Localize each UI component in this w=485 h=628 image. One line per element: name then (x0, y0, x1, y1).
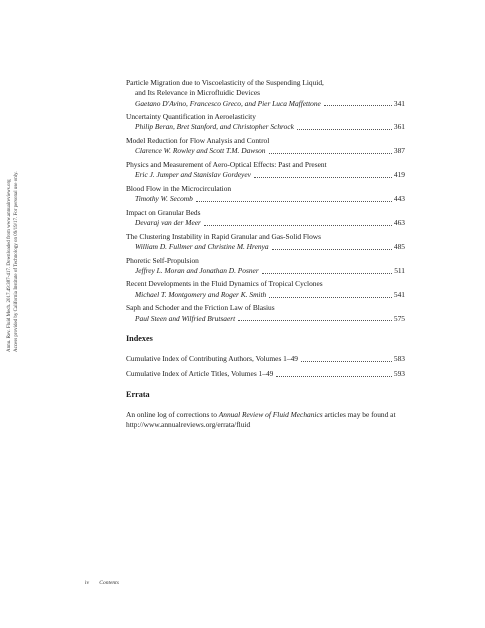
download-notice-line-1: Annu. Rev. Fluid Mech. 2017.49:387-417. Downloaded from www.annualreviews.org (7, 179, 12, 352)
article-page: 361 (393, 122, 405, 132)
article-authors-row (126, 170, 405, 180)
dot-leader (297, 122, 392, 130)
article-entry[interactable] (126, 160, 405, 181)
indexes-heading: Indexes (126, 333, 153, 343)
article-page: 463 (393, 218, 405, 228)
article-authors: William D. Fullmer and Christine M. Hrenya (135, 241, 269, 251)
index-page: 593 (393, 369, 405, 379)
article-page: 541 (393, 289, 405, 299)
errata-text (126, 410, 405, 432)
dot-leader (272, 242, 392, 250)
index-label: Cumulative Index of Article Titles, Volumes 1–49 (126, 369, 274, 379)
article-authors-row (126, 266, 405, 276)
index-entry[interactable] (126, 354, 405, 364)
article-entry[interactable] (126, 303, 405, 324)
article-authors-row (126, 146, 405, 156)
article-page: 419 (393, 170, 405, 180)
dot-leader (276, 369, 392, 377)
dot-leader (324, 99, 392, 107)
dot-leader (269, 146, 392, 154)
index-entry[interactable] (126, 369, 405, 379)
article-authors-row (126, 314, 405, 324)
article-entry[interactable] (126, 184, 405, 205)
article-authors: Philip Beran, Bret Stanford, and Christopher Schrock (135, 122, 294, 132)
article-authors-row (126, 99, 405, 109)
index-label: Cumulative Index of Contributing Authors, Volumes 1–49 (126, 353, 298, 363)
table-of-contents (126, 78, 405, 431)
dot-leader (204, 218, 392, 226)
article-title: Physics and Measurement of Aero-Optical Effects: Past and Present (126, 159, 327, 169)
article-entry[interactable] (126, 112, 405, 133)
download-notice (6, 171, 20, 352)
article-entry[interactable] (126, 78, 405, 109)
article-authors-row (126, 194, 405, 204)
article-title: Recent Developments in the Fluid Dynamics of Tropical Cyclones (126, 279, 323, 289)
article-title: The Clustering Instability in Rapid Granular and Gas-Solid Flows (126, 231, 322, 241)
footer-page-number: iv (85, 580, 90, 586)
article-title: Uncertainty Quantification in Aeroelasticity (126, 112, 256, 122)
article-authors: Gaetano D'Avino, Francesco Greco, and Pier Luca Maffettone (135, 98, 321, 108)
article-authors-row (126, 122, 405, 132)
index-page: 583 (393, 353, 405, 363)
article-page: 341 (393, 98, 405, 108)
dot-leader (301, 354, 392, 362)
article-title: and Its Relevance in Microfluidic Devices (135, 88, 260, 98)
dot-leader (196, 194, 392, 202)
article-authors: Clarence W. Rowley and Scott T.M. Dawson (135, 146, 266, 156)
article-title: Model Reduction for Flow Analysis and Control (126, 136, 270, 146)
dot-leader (238, 314, 392, 322)
article-authors: Eric J. Jumper and Stanislav Gordeyev (135, 170, 251, 180)
article-title: Blood Flow in the Microcirculation (126, 183, 232, 193)
download-notice-line-2: Access provided by California Institute of Technology on 09/19/17. For personal use only. (14, 171, 19, 352)
article-title: Phoretic Self-Propulsion (126, 255, 199, 265)
article-page: 443 (393, 194, 405, 204)
dot-leader (254, 170, 392, 178)
article-authors: Timothy W. Secomb (135, 194, 193, 204)
article-entry[interactable] (126, 256, 405, 277)
article-page: 387 (393, 146, 405, 156)
article-entry[interactable] (126, 279, 405, 300)
article-authors: Devaraj van der Meer (135, 218, 201, 228)
errata-journal: Annual Review of Fluid Mechanics (218, 409, 323, 419)
article-title: Impact on Granular Beds (126, 207, 201, 217)
article-authors-row (126, 290, 405, 300)
article-page: 575 (393, 313, 405, 323)
article-authors-row (126, 242, 405, 252)
article-authors: Jeffrey L. Moran and Jonathan D. Posner (135, 265, 259, 275)
dot-leader (262, 266, 392, 274)
footer-label: Contents (99, 580, 119, 586)
article-authors: Paul Steen and Wilfried Brutsaert (135, 313, 236, 323)
errata-text-before: An online log of corrections to (126, 409, 219, 419)
article-entry[interactable] (126, 136, 405, 157)
article-title: Particle Migration due to Viscoelasticity of the Suspending Liquid, (126, 78, 324, 87)
article-title: Saph and Schoder and the Friction Law of Blasius (126, 303, 275, 313)
dot-leader (269, 290, 392, 298)
errata-text-after[interactable]: articles may be found at http://www.annualreviews.org/errata/fluid (126, 409, 396, 430)
article-page: 511 (394, 265, 405, 275)
article-list (126, 78, 405, 324)
errata-heading: Errata (126, 389, 150, 399)
article-authors: Michael T. Montgomery and Roger K. Smith (135, 289, 267, 299)
index-list (126, 354, 405, 380)
article-entry[interactable] (126, 232, 405, 253)
page-footer (85, 580, 119, 586)
article-authors-row (126, 218, 405, 228)
article-page: 485 (393, 241, 405, 251)
article-entry[interactable] (126, 208, 405, 229)
